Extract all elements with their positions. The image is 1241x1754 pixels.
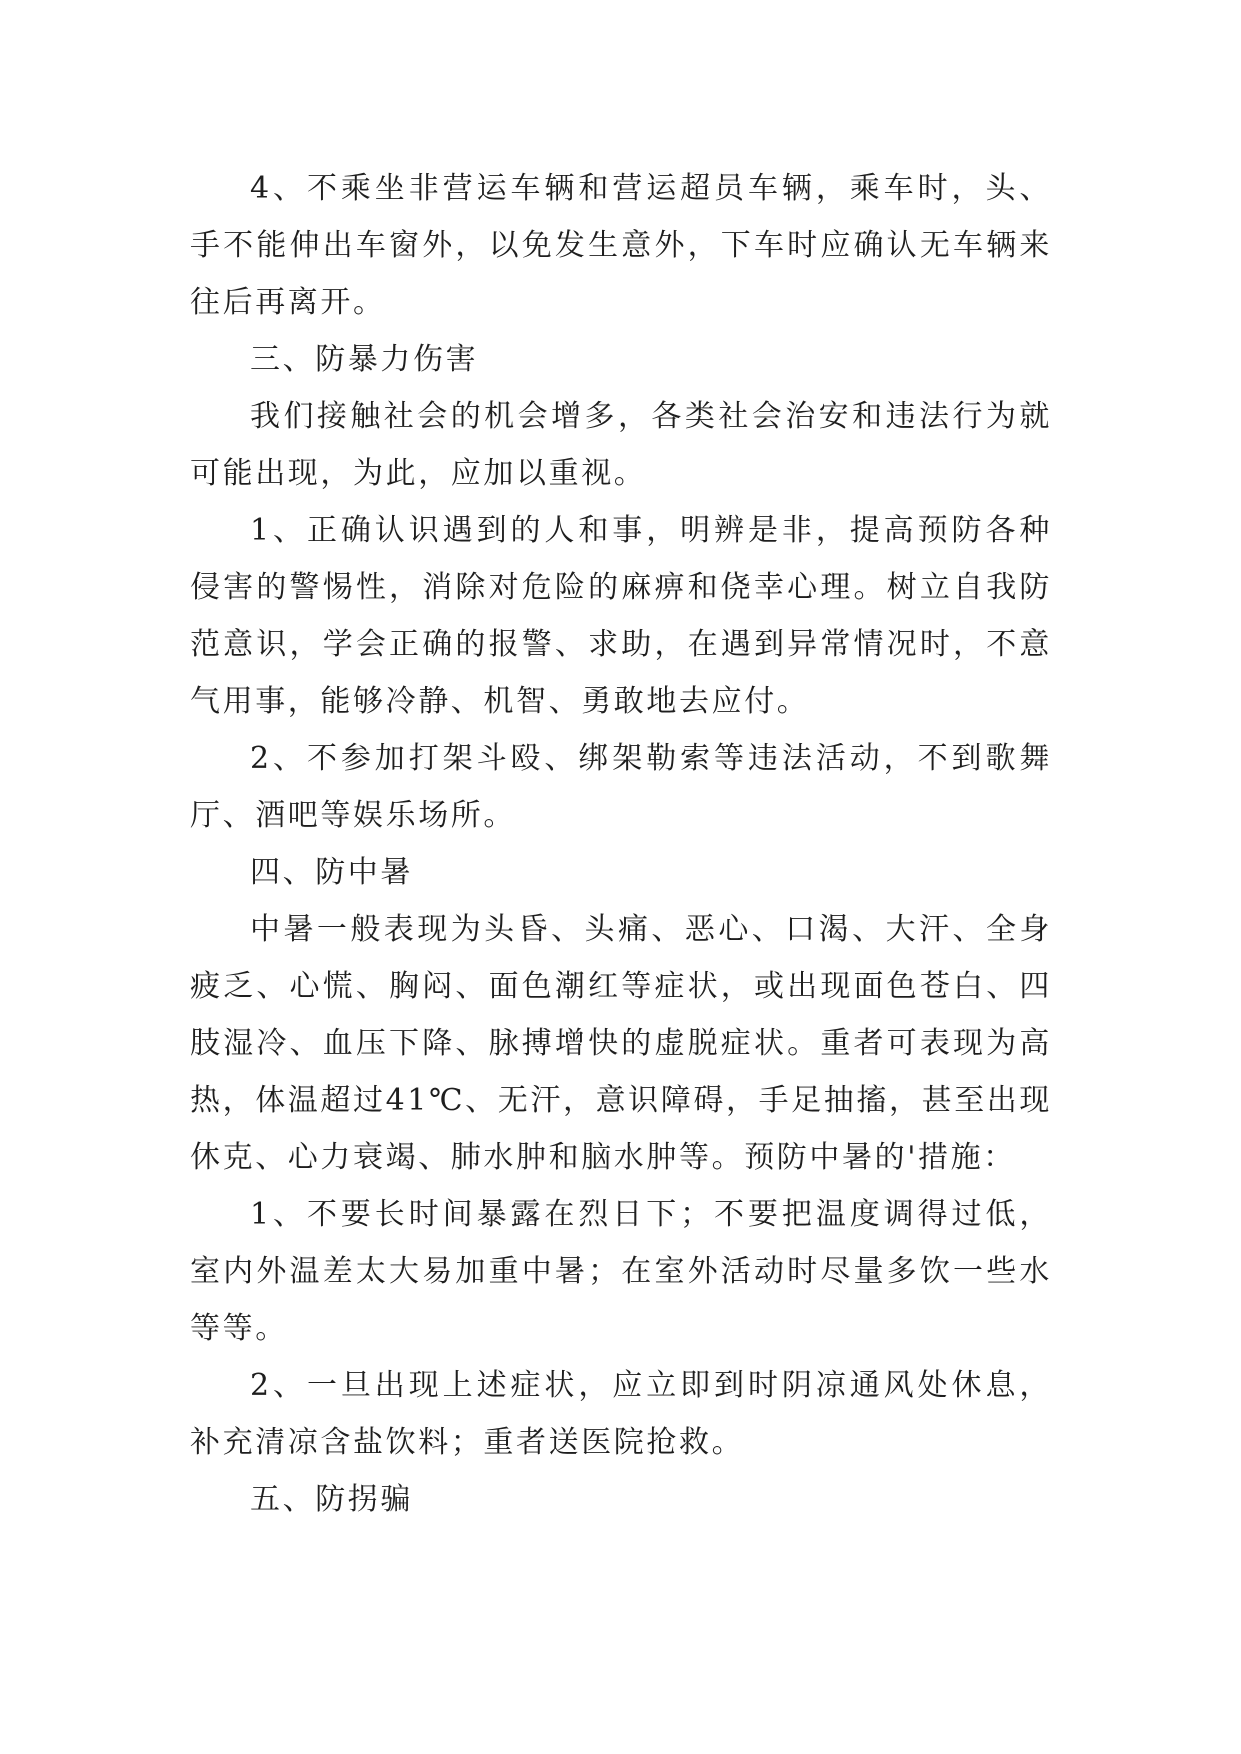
paragraph-heatstroke-item-2: 2、一旦出现上述症状，应立即到时阴凉通风处休息，补充清凉含盐饮料；重者送医院抢救。 (190, 1368, 1052, 1460)
paragraph-heatstroke-item-1: 1、不要长时间暴露在烈日下；不要把温度调得过低，室内外温差太大易加重中暑；在室外活动时尽量多饮一些水等等。 (190, 1197, 1052, 1346)
section-heading-heatstroke: 四、防中暑 (250, 855, 413, 890)
paragraph-violence-intro: 我们接触社会的机会增多，各类社会治安和违法行为就可能出现，为此，应加以重视。 (190, 399, 1052, 491)
paragraph-violence-item-1: 1、正确认识遇到的人和事，明辨是非，提高预防各种侵害的警惕性，消除对危险的麻痹和侥幸心理。树立自我防范意识，学会正确的报警、求助，在遇到异常情况时，不意气用事，能够冷静、机智、勇敢地去应付。 (190, 513, 1052, 719)
paragraph-violence-item-2: 2、不参加打架斗殴、绑架勒索等违法活动，不到歌舞厅、酒吧等娱乐场所。 (190, 741, 1052, 833)
section-heading-violence: 三、防暴力伤害 (250, 342, 479, 377)
paragraph-heatstroke-intro: 中暑一般表现为头昏、头痛、恶心、口渴、大汗、全身疲乏、心慌、胸闷、面色潮红等症状，或出现面色苍白、四肢湿冷、血压下降、脉搏增快的虚脱症状。重者可表现为高热，体温超过41℃、无汗，意识障碍，手足抽搐，甚至出现休克、心力衰竭、肺水肿和脑水肿等。预防中暑的'措施： (190, 912, 1052, 1175)
paragraph-item-4-ride-safety: 4、不乘坐非营运车辆和营运超员车辆，乘车时，头、手不能伸出车窗外，以免发生意外，下车时应确认无车辆来往后再离开。 (190, 171, 1052, 320)
document-body (190, 160, 1052, 1528)
section-heading-abduction: 五、防拐骗 (250, 1482, 413, 1517)
